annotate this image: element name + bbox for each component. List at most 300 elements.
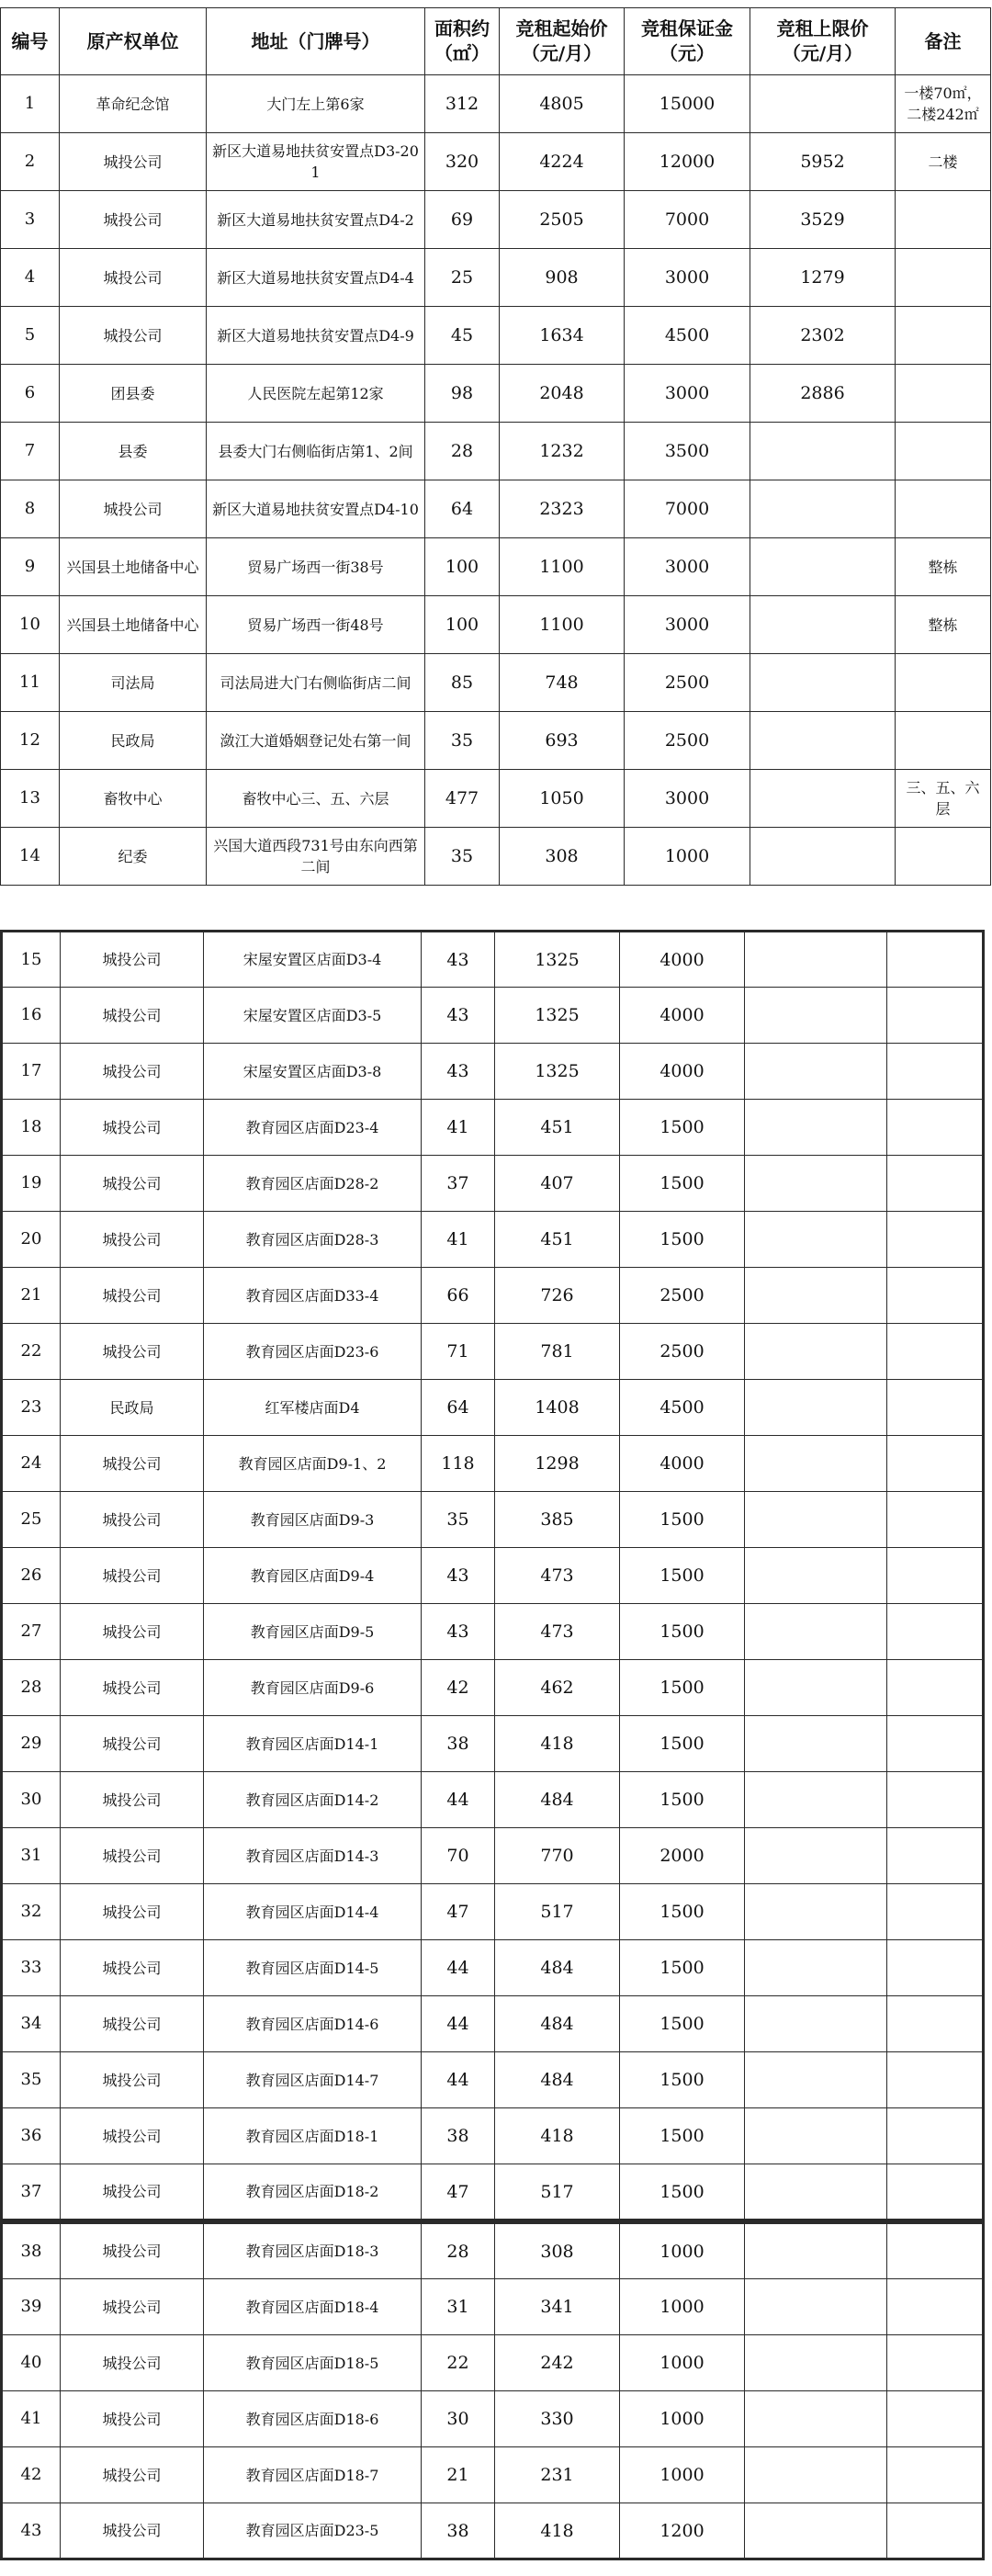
area-cell: 64 <box>422 1380 495 1436</box>
property-owner-cell: 城投公司 <box>61 1884 204 1940</box>
row-number-cell: 17 <box>2 1044 61 1100</box>
remarks-cell <box>887 932 984 988</box>
property-owner-cell: 城投公司 <box>61 1660 204 1716</box>
remarks-cell <box>887 1044 984 1100</box>
rent-cap-cell <box>745 1492 887 1548</box>
remarks-cell <box>896 191 991 249</box>
table-row <box>1 75 991 133</box>
remarks-cell <box>887 2108 984 2164</box>
property-owner-cell: 城投公司 <box>61 1212 204 1268</box>
deposit-cell: 1000 <box>620 2279 745 2335</box>
rent-cap-cell <box>750 654 896 712</box>
deposit-cell: 7000 <box>625 480 750 538</box>
table-row <box>2 1884 984 1940</box>
header-cell: 备注 <box>896 8 991 75</box>
remarks-cell <box>887 1268 984 1324</box>
starting-rent-cell: 1100 <box>500 596 625 654</box>
property-owner-cell: 城投公司 <box>61 1100 204 1156</box>
address-cell: 教育园区店面D23-6 <box>204 1324 422 1380</box>
header-cell: 竞租上限价 （元/月） <box>750 8 896 75</box>
row-number-cell: 18 <box>2 1100 61 1156</box>
table-row <box>2 1324 984 1380</box>
deposit-cell: 1500 <box>620 2164 745 2220</box>
property-owner-cell: 司法局 <box>60 654 207 712</box>
remarks-cell <box>896 249 991 307</box>
deposit-cell: 3000 <box>625 365 750 423</box>
row-number-cell: 16 <box>2 988 61 1044</box>
area-cell: 43 <box>422 1548 495 1604</box>
remarks-cell <box>887 2279 984 2335</box>
area-cell: 312 <box>425 75 500 133</box>
area-cell: 43 <box>422 1044 495 1100</box>
remarks-cell <box>887 988 984 1044</box>
deposit-cell: 1000 <box>620 2223 745 2279</box>
starting-rent-cell: 908 <box>500 249 625 307</box>
deposit-cell: 1000 <box>620 2391 745 2447</box>
property-owner-cell: 兴国县土地储备中心 <box>60 538 207 596</box>
property-owner-cell: 团县委 <box>60 365 207 423</box>
row-number-cell: 12 <box>1 712 60 770</box>
property-owner-cell: 城投公司 <box>61 1044 204 1100</box>
table-row <box>2 1100 984 1156</box>
starting-rent-cell: 726 <box>495 1268 620 1324</box>
rent-cap-cell <box>745 1828 887 1884</box>
rental-table-part-2 <box>0 930 985 2221</box>
row-number-cell: 31 <box>2 1828 61 1884</box>
area-cell: 85 <box>425 654 500 712</box>
remarks-cell <box>887 1940 984 1996</box>
address-cell: 贸易广场西一街48号 <box>207 596 425 654</box>
area-cell: 42 <box>422 1660 495 1716</box>
property-owner-cell: 城投公司 <box>60 191 207 249</box>
table-row <box>2 1492 984 1548</box>
rent-cap-cell <box>745 1716 887 1772</box>
table-row <box>1 596 991 654</box>
header-cell: 编号 <box>1 8 60 75</box>
rent-cap-cell: 1279 <box>750 249 896 307</box>
deposit-cell: 3000 <box>625 770 750 828</box>
address-cell: 教育园区店面D28-3 <box>204 1212 422 1268</box>
area-cell: 118 <box>422 1436 495 1492</box>
starting-rent-cell: 231 <box>495 2447 620 2503</box>
area-cell: 70 <box>422 1828 495 1884</box>
address-cell: 教育园区店面D23-5 <box>204 2503 422 2559</box>
deposit-cell: 1000 <box>620 2447 745 2503</box>
starting-rent-cell: 407 <box>495 1156 620 1212</box>
row-number-cell: 22 <box>2 1324 61 1380</box>
address-cell: 宋屋安置区店面D3-8 <box>204 1044 422 1100</box>
table-row <box>2 2335 984 2391</box>
remarks-cell <box>887 2503 984 2559</box>
table-row <box>2 1772 984 1828</box>
property-owner-cell: 城投公司 <box>61 2223 204 2279</box>
deposit-cell: 1500 <box>620 1548 745 1604</box>
deposit-cell: 1500 <box>620 1156 745 1212</box>
row-number-cell: 2 <box>1 133 60 191</box>
row-number-cell: 21 <box>2 1268 61 1324</box>
table-row <box>1 307 991 365</box>
rent-cap-cell <box>745 1212 887 1268</box>
address-cell: 畜牧中心三、五、六层 <box>207 770 425 828</box>
address-cell: 新区大道易地扶贫安置点D4-2 <box>207 191 425 249</box>
property-owner-cell: 城投公司 <box>61 1828 204 1884</box>
area-cell: 100 <box>425 596 500 654</box>
area-cell: 71 <box>422 1324 495 1380</box>
table-row <box>2 1940 984 1996</box>
rent-cap-cell: 2302 <box>750 307 896 365</box>
address-cell: 教育园区店面D18-1 <box>204 2108 422 2164</box>
remarks-cell <box>887 2391 984 2447</box>
rent-cap-cell <box>750 423 896 480</box>
table-row <box>2 1212 984 1268</box>
row-number-cell: 1 <box>1 75 60 133</box>
area-cell: 47 <box>422 2164 495 2220</box>
area-cell: 98 <box>425 365 500 423</box>
header-cell: 原产权单位 <box>60 8 207 75</box>
area-cell: 43 <box>422 932 495 988</box>
remarks-cell: 一楼70㎡，二楼242㎡ <box>896 75 991 133</box>
deposit-cell: 3000 <box>625 596 750 654</box>
area-cell: 100 <box>425 538 500 596</box>
rent-cap-cell <box>750 770 896 828</box>
table-header-row <box>1 8 991 75</box>
address-cell: 教育园区店面D14-7 <box>204 2052 422 2108</box>
table-row <box>2 1548 984 1604</box>
row-number-cell: 19 <box>2 1156 61 1212</box>
rent-cap-cell <box>745 1436 887 1492</box>
row-number-cell: 28 <box>2 1660 61 1716</box>
remarks-cell <box>887 2052 984 2108</box>
starting-rent-cell: 341 <box>495 2279 620 2335</box>
header-cell: 地址（门牌号） <box>207 8 425 75</box>
header-cell: 面积约 （㎡） <box>425 8 500 75</box>
rent-cap-cell <box>750 538 896 596</box>
table-row <box>2 2279 984 2335</box>
table-row <box>1 133 991 191</box>
deposit-cell: 4000 <box>620 932 745 988</box>
table-body-part-3 <box>2 2223 984 2559</box>
table-row <box>1 249 991 307</box>
remarks-cell <box>887 1212 984 1268</box>
starting-rent-cell: 1325 <box>495 932 620 988</box>
starting-rent-cell: 4224 <box>500 133 625 191</box>
table-row <box>2 932 984 988</box>
area-cell: 22 <box>422 2335 495 2391</box>
table-row <box>1 654 991 712</box>
table-row <box>2 1156 984 1212</box>
rental-table-part-1 <box>0 7 991 886</box>
address-cell: 教育园区店面D14-2 <box>204 1772 422 1828</box>
property-owner-cell: 城投公司 <box>61 2335 204 2391</box>
remarks-cell <box>887 1716 984 1772</box>
deposit-cell: 2500 <box>625 654 750 712</box>
property-owner-cell: 城投公司 <box>61 988 204 1044</box>
rent-cap-cell <box>745 2335 887 2391</box>
area-cell: 64 <box>425 480 500 538</box>
deposit-cell: 7000 <box>625 191 750 249</box>
deposit-cell: 15000 <box>625 75 750 133</box>
rent-cap-cell <box>745 2447 887 2503</box>
address-cell: 教育园区店面D14-3 <box>204 1828 422 1884</box>
row-number-cell: 11 <box>1 654 60 712</box>
area-cell: 41 <box>422 1212 495 1268</box>
row-number-cell: 30 <box>2 1772 61 1828</box>
deposit-cell: 4500 <box>625 307 750 365</box>
table-row <box>2 2108 984 2164</box>
deposit-cell: 1500 <box>620 1996 745 2052</box>
table-row <box>1 828 991 886</box>
table-row <box>2 1660 984 1716</box>
table-row <box>2 1996 984 2052</box>
rent-cap-cell <box>745 2108 887 2164</box>
row-number-cell: 36 <box>2 2108 61 2164</box>
address-cell: 宋屋安置区店面D3-4 <box>204 932 422 988</box>
rental-table-part-3 <box>0 2221 985 2560</box>
starting-rent-cell: 517 <box>495 1884 620 1940</box>
row-number-cell: 15 <box>2 932 61 988</box>
remarks-cell <box>887 2447 984 2503</box>
property-owner-cell: 城投公司 <box>61 2503 204 2559</box>
property-owner-cell: 民政局 <box>60 712 207 770</box>
starting-rent-cell: 484 <box>495 1772 620 1828</box>
deposit-cell: 1500 <box>620 1492 745 1548</box>
starting-rent-cell: 418 <box>495 2108 620 2164</box>
area-cell: 28 <box>422 2223 495 2279</box>
starting-rent-cell: 770 <box>495 1828 620 1884</box>
deposit-cell: 3000 <box>625 538 750 596</box>
area-cell: 43 <box>422 1604 495 1660</box>
rent-cap-cell <box>745 988 887 1044</box>
address-cell: 教育园区店面D9-1、2 <box>204 1436 422 1492</box>
area-cell: 66 <box>422 1268 495 1324</box>
row-number-cell: 3 <box>1 191 60 249</box>
remarks-cell <box>887 2223 984 2279</box>
table-row <box>1 423 991 480</box>
row-number-cell: 26 <box>2 1548 61 1604</box>
starting-rent-cell: 308 <box>500 828 625 886</box>
property-owner-cell: 城投公司 <box>61 1940 204 1996</box>
address-cell: 教育园区店面D33-4 <box>204 1268 422 1324</box>
table-row <box>2 1044 984 1100</box>
address-cell: 教育园区店面D28-2 <box>204 1156 422 1212</box>
rent-cap-cell <box>750 596 896 654</box>
remarks-cell <box>887 1884 984 1940</box>
property-owner-cell: 城投公司 <box>61 2391 204 2447</box>
deposit-cell: 2500 <box>620 1268 745 1324</box>
remarks-cell <box>887 1100 984 1156</box>
table-row <box>1 480 991 538</box>
address-cell: 大门左上第6家 <box>207 75 425 133</box>
area-cell: 47 <box>422 1884 495 1940</box>
rent-cap-cell <box>745 1100 887 1156</box>
remarks-cell <box>896 307 991 365</box>
area-cell: 320 <box>425 133 500 191</box>
remarks-cell <box>896 828 991 886</box>
rent-cap-cell: 5952 <box>750 133 896 191</box>
area-cell: 44 <box>422 1772 495 1828</box>
address-cell: 教育园区店面D9-5 <box>204 1604 422 1660</box>
starting-rent-cell: 451 <box>495 1100 620 1156</box>
deposit-cell: 4000 <box>620 1436 745 1492</box>
remarks-cell <box>887 1492 984 1548</box>
property-owner-cell: 城投公司 <box>61 1268 204 1324</box>
deposit-cell: 2500 <box>620 1324 745 1380</box>
rent-cap-cell <box>745 932 887 988</box>
address-cell: 兴国大道西段731号由东向西第二间 <box>207 828 425 886</box>
deposit-cell: 1500 <box>620 1604 745 1660</box>
table-row <box>2 1604 984 1660</box>
starting-rent-cell: 308 <box>495 2223 620 2279</box>
area-cell: 41 <box>422 1100 495 1156</box>
property-owner-cell: 兴国县土地储备中心 <box>60 596 207 654</box>
remarks-cell <box>887 1324 984 1380</box>
address-cell: 人民医院左起第12家 <box>207 365 425 423</box>
row-number-cell: 9 <box>1 538 60 596</box>
row-number-cell: 41 <box>2 2391 61 2447</box>
property-owner-cell: 城投公司 <box>61 1548 204 1604</box>
table-row <box>1 191 991 249</box>
address-cell: 教育园区店面D23-4 <box>204 1100 422 1156</box>
property-owner-cell: 纪委 <box>60 828 207 886</box>
address-cell: 教育园区店面D18-3 <box>204 2223 422 2279</box>
remarks-cell <box>887 1548 984 1604</box>
row-number-cell: 42 <box>2 2447 61 2503</box>
table-row <box>2 1436 984 1492</box>
row-number-cell: 20 <box>2 1212 61 1268</box>
address-cell: 教育园区店面D14-5 <box>204 1940 422 1996</box>
property-owner-cell: 城投公司 <box>61 1492 204 1548</box>
remarks-cell <box>887 2335 984 2391</box>
remarks-cell <box>887 1604 984 1660</box>
property-owner-cell: 县委 <box>60 423 207 480</box>
deposit-cell: 1500 <box>620 1940 745 1996</box>
remarks-cell <box>887 1996 984 2052</box>
area-cell: 44 <box>422 1940 495 1996</box>
area-cell: 35 <box>425 828 500 886</box>
starting-rent-cell: 1050 <box>500 770 625 828</box>
address-cell: 新区大道易地扶贫安置点D3-201 <box>207 133 425 191</box>
remarks-cell <box>896 712 991 770</box>
area-cell: 38 <box>422 2108 495 2164</box>
remarks-cell <box>887 1772 984 1828</box>
deposit-cell: 1500 <box>620 1716 745 1772</box>
area-cell: 28 <box>425 423 500 480</box>
deposit-cell: 3500 <box>625 423 750 480</box>
area-cell: 31 <box>422 2279 495 2335</box>
rent-cap-cell <box>745 1044 887 1100</box>
address-cell: 教育园区店面D9-6 <box>204 1660 422 1716</box>
address-cell: 教育园区店面D9-4 <box>204 1548 422 1604</box>
row-number-cell: 14 <box>1 828 60 886</box>
row-number-cell: 38 <box>2 2223 61 2279</box>
property-owner-cell: 城投公司 <box>61 1772 204 1828</box>
remarks-cell <box>887 1436 984 1492</box>
row-number-cell: 33 <box>2 1940 61 1996</box>
starting-rent-cell: 451 <box>495 1212 620 1268</box>
property-owner-cell: 民政局 <box>61 1380 204 1436</box>
rent-cap-cell <box>745 2164 887 2220</box>
remarks-cell <box>887 1660 984 1716</box>
deposit-cell: 12000 <box>625 133 750 191</box>
area-cell: 477 <box>425 770 500 828</box>
area-cell: 37 <box>422 1156 495 1212</box>
rent-cap-cell <box>745 2503 887 2559</box>
starting-rent-cell: 484 <box>495 1940 620 1996</box>
property-owner-cell: 城投公司 <box>61 2447 204 2503</box>
row-number-cell: 23 <box>2 1380 61 1436</box>
table-row <box>2 988 984 1044</box>
deposit-cell: 4500 <box>620 1380 745 1436</box>
property-owner-cell: 畜牧中心 <box>60 770 207 828</box>
remarks-cell <box>887 1156 984 1212</box>
address-cell: 教育园区店面D18-2 <box>204 2164 422 2220</box>
area-cell: 21 <box>422 2447 495 2503</box>
address-cell: 教育园区店面D18-5 <box>204 2335 422 2391</box>
deposit-cell: 1000 <box>620 2335 745 2391</box>
rent-cap-cell <box>750 828 896 886</box>
row-number-cell: 8 <box>1 480 60 538</box>
table-row <box>1 712 991 770</box>
address-cell: 新区大道易地扶贫安置点D4-4 <box>207 249 425 307</box>
starting-rent-cell: 748 <box>500 654 625 712</box>
property-owner-cell: 城投公司 <box>60 133 207 191</box>
row-number-cell: 7 <box>1 423 60 480</box>
rent-cap-cell <box>745 2391 887 2447</box>
property-owner-cell: 城投公司 <box>61 1716 204 1772</box>
rent-cap-cell <box>745 1156 887 1212</box>
row-number-cell: 27 <box>2 1604 61 1660</box>
deposit-cell: 1500 <box>620 2108 745 2164</box>
starting-rent-cell: 693 <box>500 712 625 770</box>
table-row <box>2 2223 984 2279</box>
remarks-cell <box>896 654 991 712</box>
table-row <box>2 1716 984 1772</box>
starting-rent-cell: 1100 <box>500 538 625 596</box>
address-cell: 司法局进大门右侧临街店二间 <box>207 654 425 712</box>
table-row <box>2 1268 984 1324</box>
starting-rent-cell: 242 <box>495 2335 620 2391</box>
table-row <box>2 2503 984 2559</box>
area-cell: 43 <box>422 988 495 1044</box>
remarks-cell: 二楼 <box>896 133 991 191</box>
address-cell: 教育园区店面D14-4 <box>204 1884 422 1940</box>
remarks-cell: 三、五、六层 <box>896 770 991 828</box>
starting-rent-cell: 484 <box>495 2052 620 2108</box>
property-owner-cell: 城投公司 <box>61 2052 204 2108</box>
starting-rent-cell: 385 <box>495 1492 620 1548</box>
starting-rent-cell: 1325 <box>495 1044 620 1100</box>
table-row <box>2 2391 984 2447</box>
area-cell: 30 <box>422 2391 495 2447</box>
starting-rent-cell: 418 <box>495 2503 620 2559</box>
table-row <box>2 2052 984 2108</box>
rent-cap-cell <box>745 1884 887 1940</box>
row-number-cell: 6 <box>1 365 60 423</box>
property-owner-cell: 革命纪念馆 <box>60 75 207 133</box>
address-cell: 教育园区店面D14-6 <box>204 1996 422 2052</box>
rent-cap-cell <box>750 75 896 133</box>
starting-rent-cell: 4805 <box>500 75 625 133</box>
table-row <box>2 1380 984 1436</box>
property-owner-cell: 城投公司 <box>61 2164 204 2220</box>
rent-cap-cell <box>745 1548 887 1604</box>
remarks-cell <box>896 480 991 538</box>
table-row <box>1 365 991 423</box>
deposit-cell: 1000 <box>625 828 750 886</box>
row-number-cell: 39 <box>2 2279 61 2335</box>
area-cell: 35 <box>425 712 500 770</box>
rent-cap-cell <box>745 2052 887 2108</box>
